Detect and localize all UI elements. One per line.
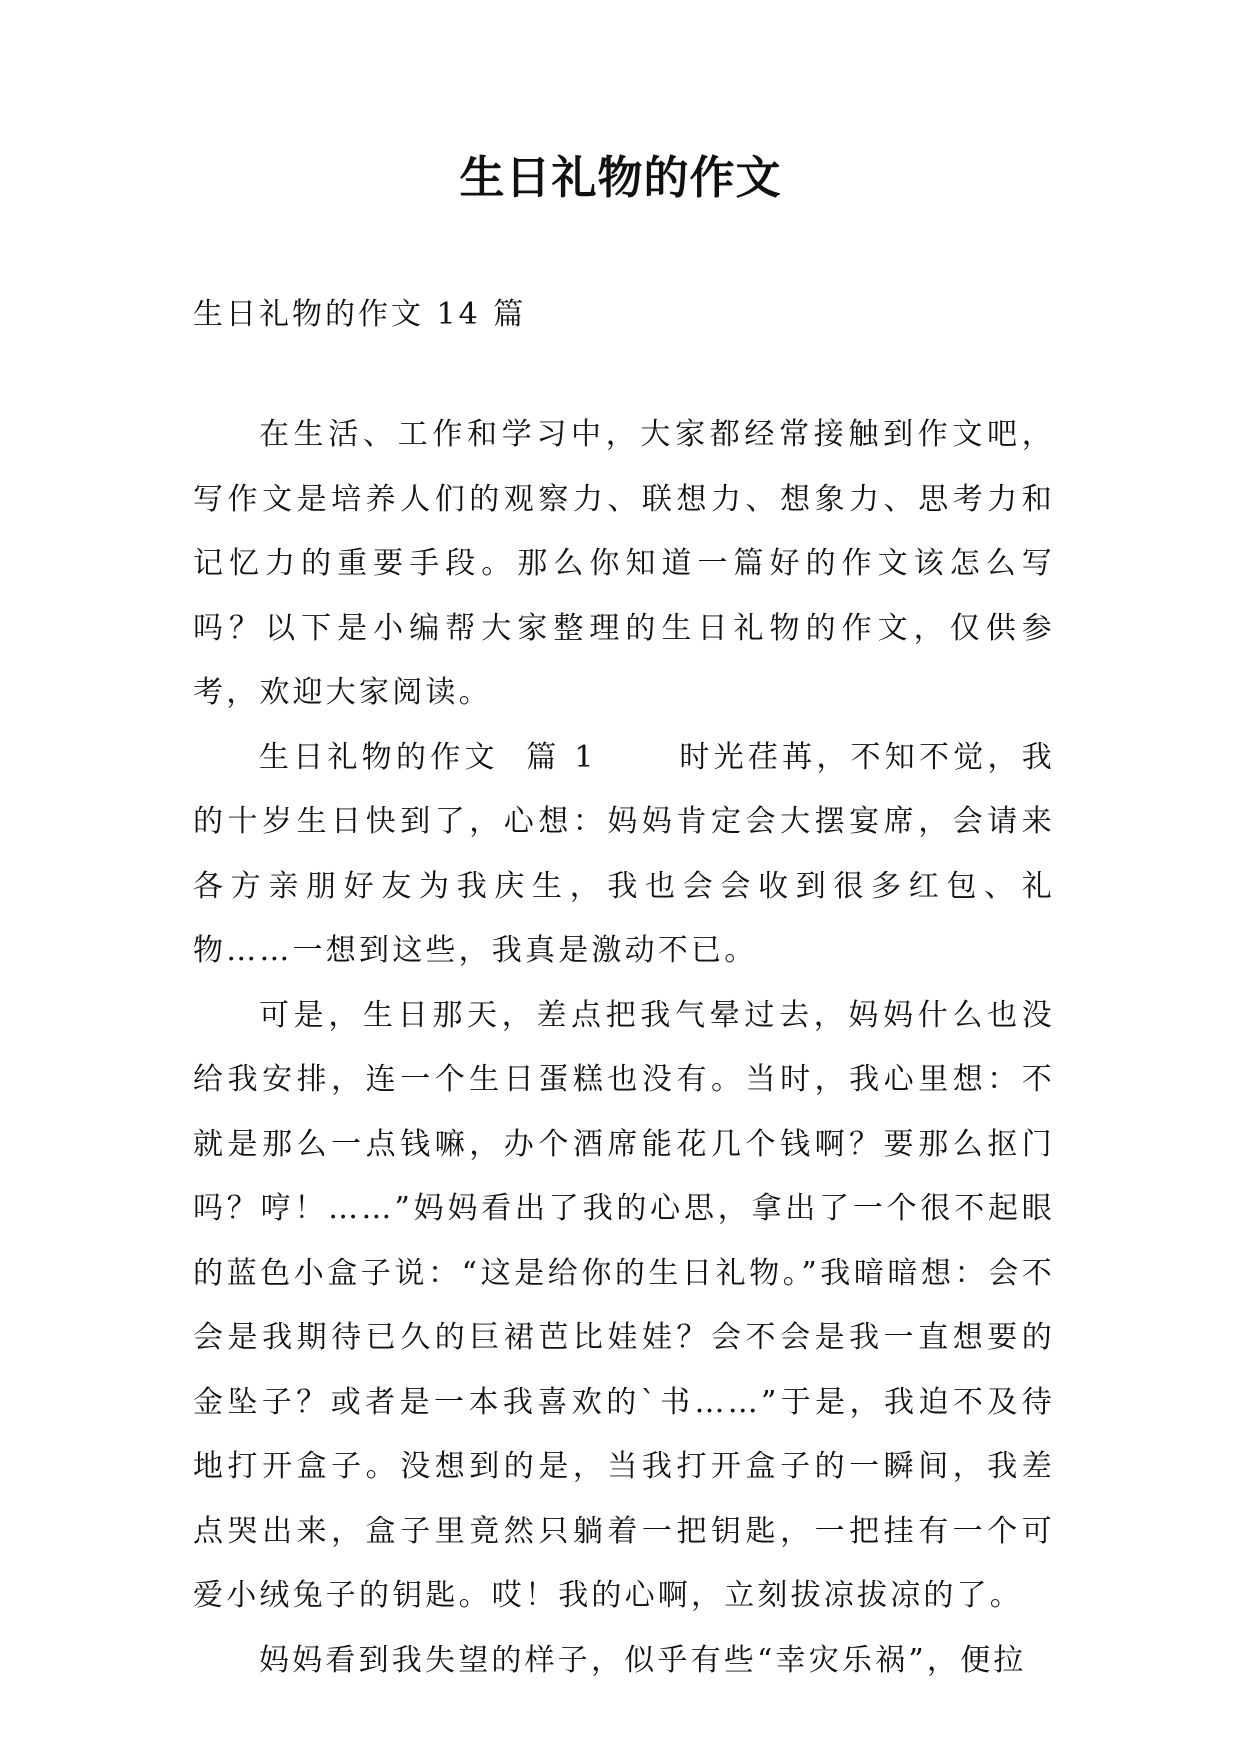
body-paragraph: 可是，生日那天，差点把我气晕过去，妈妈什么也没给我安排，连一个生日蛋糕也没有。当时，我心里想：不就是那么一点钱嘛，办个酒席能花几个钱啊？要那么抠门吗？哼！……”妈妈看出了我的心思，拿出了一个很不起眼的蓝色小盒子说：“这是给你的生日礼物。”我暗暗想：会不会是我期待已久的巨裙芭比娃娃？会不会是我一直想要的金坠子？或者是一本我喜欢的`书……”于是，我迫不及待地打开盒子。没想到的是，当我打开盒子的一瞬间，我差点哭出来，盒子里竟然只躺着一把钥匙，一把挂有一个可爱小绒兔子的钥匙。哎！我的心啊，立刻拔凉拔凉的了。	[193, 997, 1055, 1613]
section-1-paragraph	[193, 726, 1055, 984]
section-1-text: 时光荏苒，不知不觉，我的十岁生日快到了，心想：妈妈肯定会大摆宴席，会请来各方亲朋好友为我庆生，我也会会收到很多红包、礼物……一想到这些，我真是激动不已。	[193, 739, 1055, 968]
intro-paragraph: 在生活、工作和学习中，大家都经常接触到作文吧，写作文是培养人们的观察力、联想力、想象力、思考力和记忆力的重要手段。那么你知道一篇好的作文该怎么写吗？以下是小编帮大家整理的生日礼物的作文，仅供参考，欢迎大家阅读。	[193, 417, 1055, 710]
document-title: 生日礼物的作文	[459, 151, 782, 204]
body-paragraph: 妈妈看到我失望的样子，似乎有些“幸灾乐祸”，便拉	[259, 1642, 1027, 1678]
document-body	[193, 403, 1055, 1693]
section-heading: 生日礼物的作文 篇 1	[259, 739, 597, 775]
document-subtitle: 生日礼物的作文 14 篇	[193, 297, 527, 332]
